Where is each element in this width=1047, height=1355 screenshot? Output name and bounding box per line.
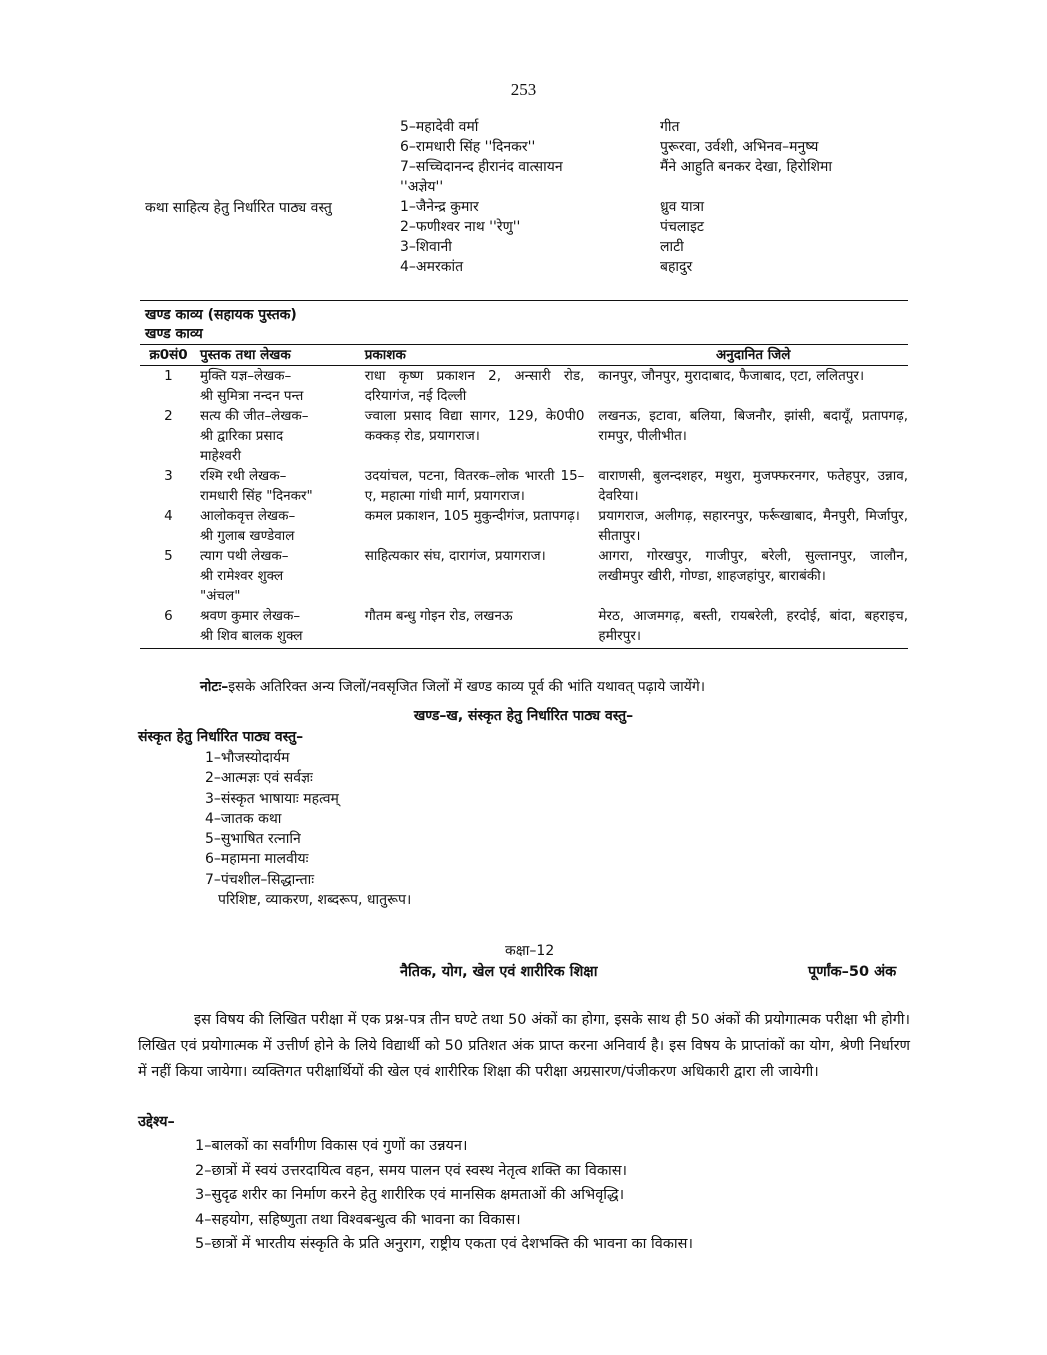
work-list bbox=[660, 117, 960, 277]
table-note bbox=[200, 677, 920, 697]
districts: वाराणसी, बुलन्दशहर, मथुरा, मुजफ्फरनगर, फतेहपुर, उन्नाव, देवरिया। bbox=[598, 468, 908, 504]
book-line: श्री गुलाब खण्डेवाल bbox=[199, 528, 295, 544]
poet-work bbox=[660, 177, 960, 197]
list-item: 1–बालकों का सर्वांगीण विकास एवं गुणों का उन्नयन। bbox=[195, 1138, 468, 1154]
poet-work: मैंने आहुति बनकर देखा, हिरोशिमा bbox=[660, 159, 833, 175]
book-line: श्री रामेश्वर शुक्ल bbox=[199, 568, 284, 584]
list-item: 6–महामना मालवीयः bbox=[205, 851, 309, 868]
list-item: 5–छात्रों में भारतीय संस्कृति के प्रति अनुराग, राष्ट्रीय एकता एवं देशभक्ति की भावना का विकास। bbox=[195, 1236, 693, 1252]
table-row bbox=[140, 506, 908, 546]
book-line: सत्य की जीत–लेखक– bbox=[199, 408, 309, 424]
objectives-heading: उद्देश्य– bbox=[138, 1114, 175, 1130]
row-number: 2 bbox=[164, 408, 173, 424]
poet-item: 7–सच्चिदानन्द हीरानंद वात्सायन bbox=[400, 159, 563, 175]
publisher: गौतम बन्धु गोइन रोड, लखनऊ bbox=[365, 606, 599, 649]
table-row bbox=[140, 546, 908, 606]
book-line: माहेश्वरी bbox=[199, 448, 241, 464]
publisher: कमल प्रकाशन, 105 मुकुन्दीगंज, प्रतापगढ़। bbox=[364, 508, 580, 524]
districts: प्रयागराज, अलीगढ़, सहारनपुर, फर्रूखाबाद, मैनपुरी, मिर्जापुर, सीतापुर। bbox=[598, 508, 908, 544]
book-line: श्री सुमित्रा नन्दन पन्त bbox=[199, 388, 304, 404]
fiction-author: 2–फणीश्वर नाथ ''रेणु'' bbox=[400, 219, 521, 235]
sanskrit-heading: संस्कृत हेतु निर्धारित पाठ्य वस्तु– bbox=[138, 729, 304, 745]
list-item: 4–सहयोग, सहिष्णुता तथा विश्वबन्धुत्व की भावना का विकास। bbox=[195, 1211, 521, 1228]
sanskrit-list bbox=[205, 748, 339, 890]
table-row bbox=[140, 466, 908, 506]
row-number: 5 bbox=[164, 548, 173, 564]
objectives-list bbox=[195, 1134, 693, 1257]
book-line: रामधारी सिंह "दिनकर" bbox=[199, 488, 313, 504]
book-line: त्याग पथी लेखक– bbox=[199, 548, 289, 564]
khand-kavya-heading bbox=[145, 306, 297, 344]
fiction-work: लाटी bbox=[660, 239, 684, 255]
poet-work: पुरूरवा, उर्वशी, अभिनव–मनुष्य bbox=[660, 139, 819, 155]
poet-work: गीत bbox=[660, 119, 680, 135]
fiction-work: बहादुर bbox=[660, 259, 693, 275]
column-header: पुस्तक तथा लेखक bbox=[197, 345, 365, 366]
book-line: रश्मि रथी लेखक– bbox=[199, 468, 287, 484]
book-line: श्री शिव बालक शुक्ल bbox=[199, 628, 303, 644]
list-item: 5–सुभाषित रत्नानि bbox=[205, 831, 301, 848]
page-number: 253 bbox=[510, 80, 537, 99]
book-author bbox=[197, 466, 365, 506]
divider bbox=[140, 300, 908, 301]
sanskrit-appendix: परिशिष्ट, व्याकरण, शब्दरूप, धातुरूप। bbox=[218, 892, 412, 908]
list-item: 2–आत्मज्ञः एवं सर्वज्ञः bbox=[205, 770, 313, 787]
column-header: अनुदानित जिले bbox=[598, 345, 908, 366]
fiction-author: 1–जैनेन्द्र कुमार bbox=[400, 199, 479, 215]
districts: लखनऊ, इटावा, बलिया, बिजनौर, झांसी, बदायूँ, प्रतापगढ़, रामपुर, पीलीभीत। bbox=[598, 408, 908, 444]
poet-list bbox=[400, 117, 660, 277]
row-number: 6 bbox=[140, 606, 197, 649]
khand-kavya-heading-sub: खण्ड काव्य bbox=[145, 326, 203, 342]
khand-kavya-table bbox=[140, 345, 908, 649]
fiction-label: कथा साहित्य हेतु निर्धारित पाठ्य वस्तु bbox=[145, 200, 332, 216]
row-number: 4 bbox=[164, 508, 173, 524]
publisher: उदयांचल, पटना, वितरक–लोक भारती 15–ए, महात्मा गांधी मार्ग, प्रयागराज। bbox=[364, 468, 585, 504]
khand-kavya-heading-main: खण्ड काव्य (सहायक पुस्तक) bbox=[145, 307, 297, 323]
book-line: आलोकवृत्त लेखक– bbox=[199, 508, 296, 524]
poet-item: ''अज्ञेय'' bbox=[400, 179, 444, 195]
list-item: 4–जातक कथा bbox=[205, 810, 282, 827]
class-title: कक्षा–12 bbox=[505, 943, 555, 959]
book-line: "अंचल" bbox=[199, 588, 241, 604]
note-label: नोटः– bbox=[200, 679, 229, 695]
column-header: प्रकाशक bbox=[365, 345, 599, 366]
book-author bbox=[197, 366, 365, 407]
list-item: 2–छात्रों में स्वयं उत्तरदायित्व वहन, समय पालन एवं स्वस्थ नेतृत्व शक्ति का विकास। bbox=[195, 1162, 628, 1179]
fiction-author: 3–शिवानी bbox=[400, 239, 452, 255]
book-line: मुक्ति यज्ञ–लेखक– bbox=[199, 368, 292, 384]
book-author bbox=[197, 606, 365, 649]
exam-paragraph: इस विषय की लिखित परीक्षा में एक प्रश्न-पत्र तीन घण्टे तथा 50 अंकों का होगा, इसके साथ ही 50 अंकों की प्रयोगात्मक परीक्षा भी होगी। लिखित एवं प्रयोगात्मक में उत्तीर्ण होने के लिये विद्यार्थी को 50 प्रतिशत अंक प्राप्त करना अनिवार्य है। इस विषय के प्राप्तांकों का योग, श्रेणी निर्धारण में नहीं किया जायेगा। व्यक्तिगत परीक्षार्थियों की खेल एवं शारीरिक शिक्षा की परीक्षा अग्रसारण/पंजीकरण अधिकारी द्वारा ली जायेगी। bbox=[138, 1012, 910, 1080]
note-text: इसके अतिरिक्त अन्य जिलों/नवसृजित जिलों में खण्ड काव्य पूर्व की भांति यथावत् पढ़ाये जायेंगे। bbox=[228, 679, 706, 695]
book-author bbox=[197, 546, 365, 606]
districts: आगरा, गोरखपुर, गाजीपुर, बरेली, सुल्तानपुर, जालौन, लखीमपुर खीरी, गोण्डा, शाहजहांपुर, बाराबंकी। bbox=[598, 548, 908, 584]
table-row bbox=[140, 366, 908, 407]
list-item: 3–सुदृढ शरीर का निर्माण करने हेतु शारीरिक एवं मानसिक क्षमताओं की अभिवृद्धि। bbox=[195, 1187, 625, 1203]
book-author bbox=[197, 406, 365, 466]
book-line: श्री द्वारिका प्रसाद bbox=[199, 428, 284, 444]
districts: मेरठ, आजमगढ़, बस्ती, रायबरेली, हरदोई, बांदा, बहराइच, हमीरपुर। bbox=[598, 606, 908, 649]
districts: कानपुर, जौनपुर, मुरादाबाद, फैजाबाद, एटा, ललितपुर। bbox=[598, 368, 865, 384]
full-marks: पूर्णांक–50 अंक bbox=[808, 964, 897, 980]
book-author bbox=[197, 506, 365, 546]
fiction-work: पंचलाइट bbox=[660, 219, 704, 235]
publisher: ज्वाला प्रसाद विद्या सागर, 129, के0पी0 कक्कड़ रोड, प्रयागराज। bbox=[364, 408, 585, 444]
row-number: 3 bbox=[164, 468, 173, 484]
list-item: 7–पंचशील–सिद्धान्ताः bbox=[205, 871, 315, 888]
book-line: श्रवण कुमार लेखक– bbox=[199, 608, 301, 624]
table-row bbox=[140, 606, 908, 649]
table-row bbox=[140, 406, 908, 466]
section-b-heading: खण्ड–ख, संस्कृत हेतु निर्धारित पाठ्य वस्तु– bbox=[413, 708, 634, 724]
fiction-work: ध्रुव यात्रा bbox=[660, 199, 704, 215]
publisher: साहित्यकार संघ, दारागंज, प्रयागराज। bbox=[364, 548, 546, 564]
publisher: राधा कृष्ण प्रकाशन 2, अन्सारी रोड, दरियागंज, नई दिल्ली bbox=[364, 368, 585, 404]
poet-item: 6–रामधारी सिंह ''दिनकर'' bbox=[400, 139, 536, 155]
poet-item: 5–महादेवी वर्मा bbox=[400, 119, 479, 135]
column-header: क्र0सं0 bbox=[140, 345, 197, 366]
list-item: 1–भौजस्योदार्यम bbox=[205, 750, 290, 766]
row-number: 1 bbox=[164, 368, 173, 384]
list-item: 3–संस्कृत भाषायाः महत्वम् bbox=[205, 790, 339, 807]
fiction-author: 4–अमरकांत bbox=[400, 259, 464, 275]
subject-title: नैतिक, योग, खेल एवं शारीरिक शिक्षा bbox=[400, 964, 598, 980]
